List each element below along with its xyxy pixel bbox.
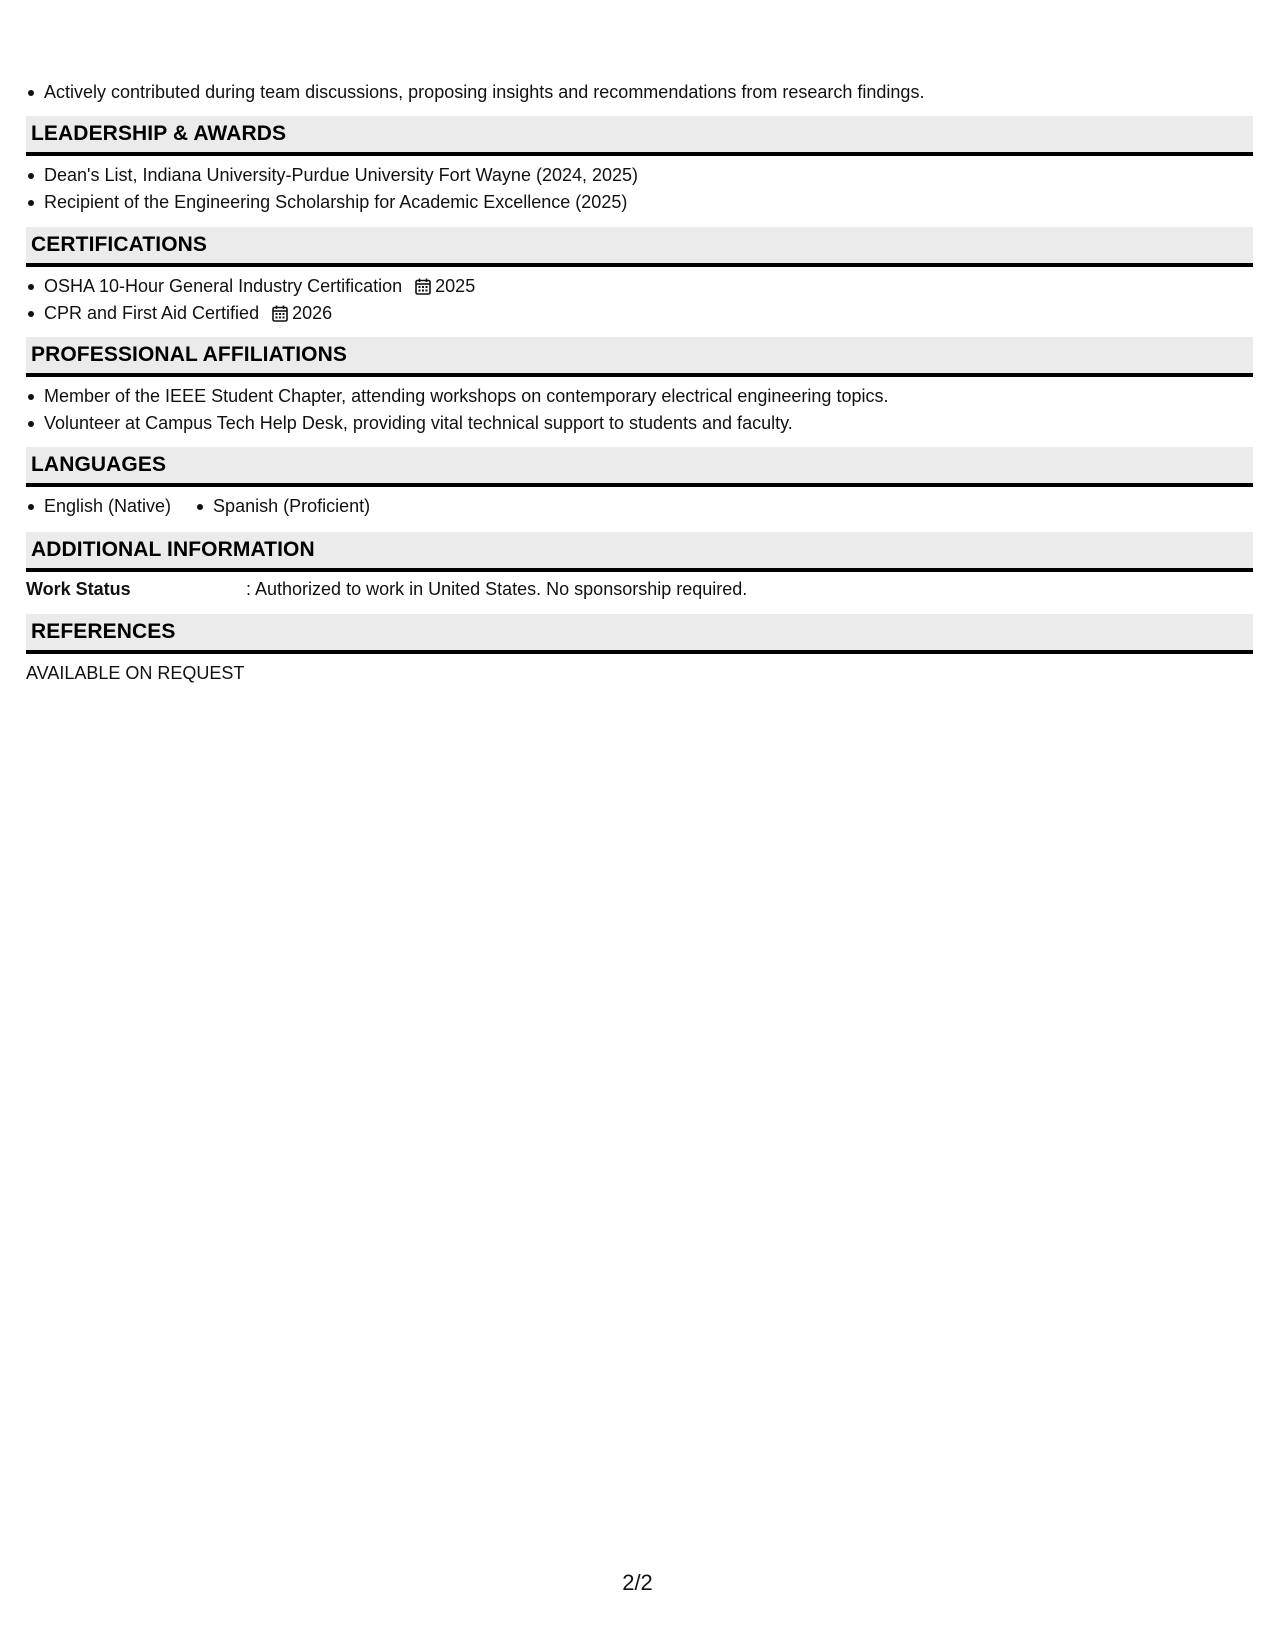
section-body (26, 487, 1253, 520)
section-header (26, 337, 1253, 377)
calendar-icon (415, 278, 431, 295)
section-certifications (26, 227, 1253, 327)
section-header (26, 614, 1253, 654)
experience-continued-list (26, 79, 924, 106)
references-text: AVAILABLE ON REQUEST (26, 663, 245, 683)
leadership-list (26, 162, 1253, 216)
section-references (26, 614, 1253, 687)
certification-name: OSHA 10-Hour General Industry Certification (44, 276, 403, 296)
section-title: LANGUAGES (31, 453, 167, 476)
section-additional-information (26, 532, 1253, 603)
calendar-icon (272, 305, 288, 322)
page-number: 2/2 (622, 1570, 653, 1595)
certifications-list (26, 273, 1253, 327)
section-title: LEADERSHIP & AWARDS (31, 122, 287, 145)
section-header (26, 447, 1253, 487)
certification-year: 2026 (292, 303, 333, 323)
affiliations-list (26, 383, 1253, 437)
section-leadership (26, 116, 1253, 216)
list-item: Spanish (Proficient) (195, 493, 370, 520)
section-header (26, 532, 1253, 572)
list-item (26, 273, 1253, 300)
list-item: Recipient of the Engineering Scholarship for Academic Excellence (2025) (26, 189, 1253, 216)
info-row (26, 572, 1253, 603)
section-title: PROFESSIONAL AFFILIATIONS (31, 343, 347, 366)
info-value: : Authorized to work in United States. No sponsorship required. (246, 579, 748, 599)
section-languages (26, 447, 1253, 520)
info-label: Work Status (26, 579, 131, 599)
languages-list (26, 493, 1253, 520)
list-item: Dean's List, Indiana University-Purdue University Fort Wayne (2024, 2025) (26, 162, 1253, 189)
section-header (26, 116, 1253, 156)
section-title: CERTIFICATIONS (31, 233, 208, 256)
certification-name: CPR and First Aid Certified (44, 303, 260, 323)
list-item: Actively contributed during team discussions, proposing insights and recommendations from research findings. (26, 79, 924, 106)
section-header (26, 227, 1253, 267)
section-body (26, 377, 1253, 437)
list-item: Member of the IEEE Student Chapter, attending workshops on contemporary electrical engineering topics. (26, 383, 1253, 410)
list-item (26, 300, 1253, 327)
section-body (26, 156, 1253, 216)
list-item: English (Native) (26, 493, 171, 520)
section-title: ADDITIONAL INFORMATION (31, 538, 315, 561)
section-affiliations (26, 337, 1253, 437)
resume-page (26, 0, 1253, 1650)
section-title: REFERENCES (31, 620, 176, 643)
section-body (26, 267, 1253, 327)
certification-year: 2025 (435, 276, 476, 296)
list-item: Volunteer at Campus Tech Help Desk, providing vital technical support to students and faculty. (26, 410, 1253, 437)
